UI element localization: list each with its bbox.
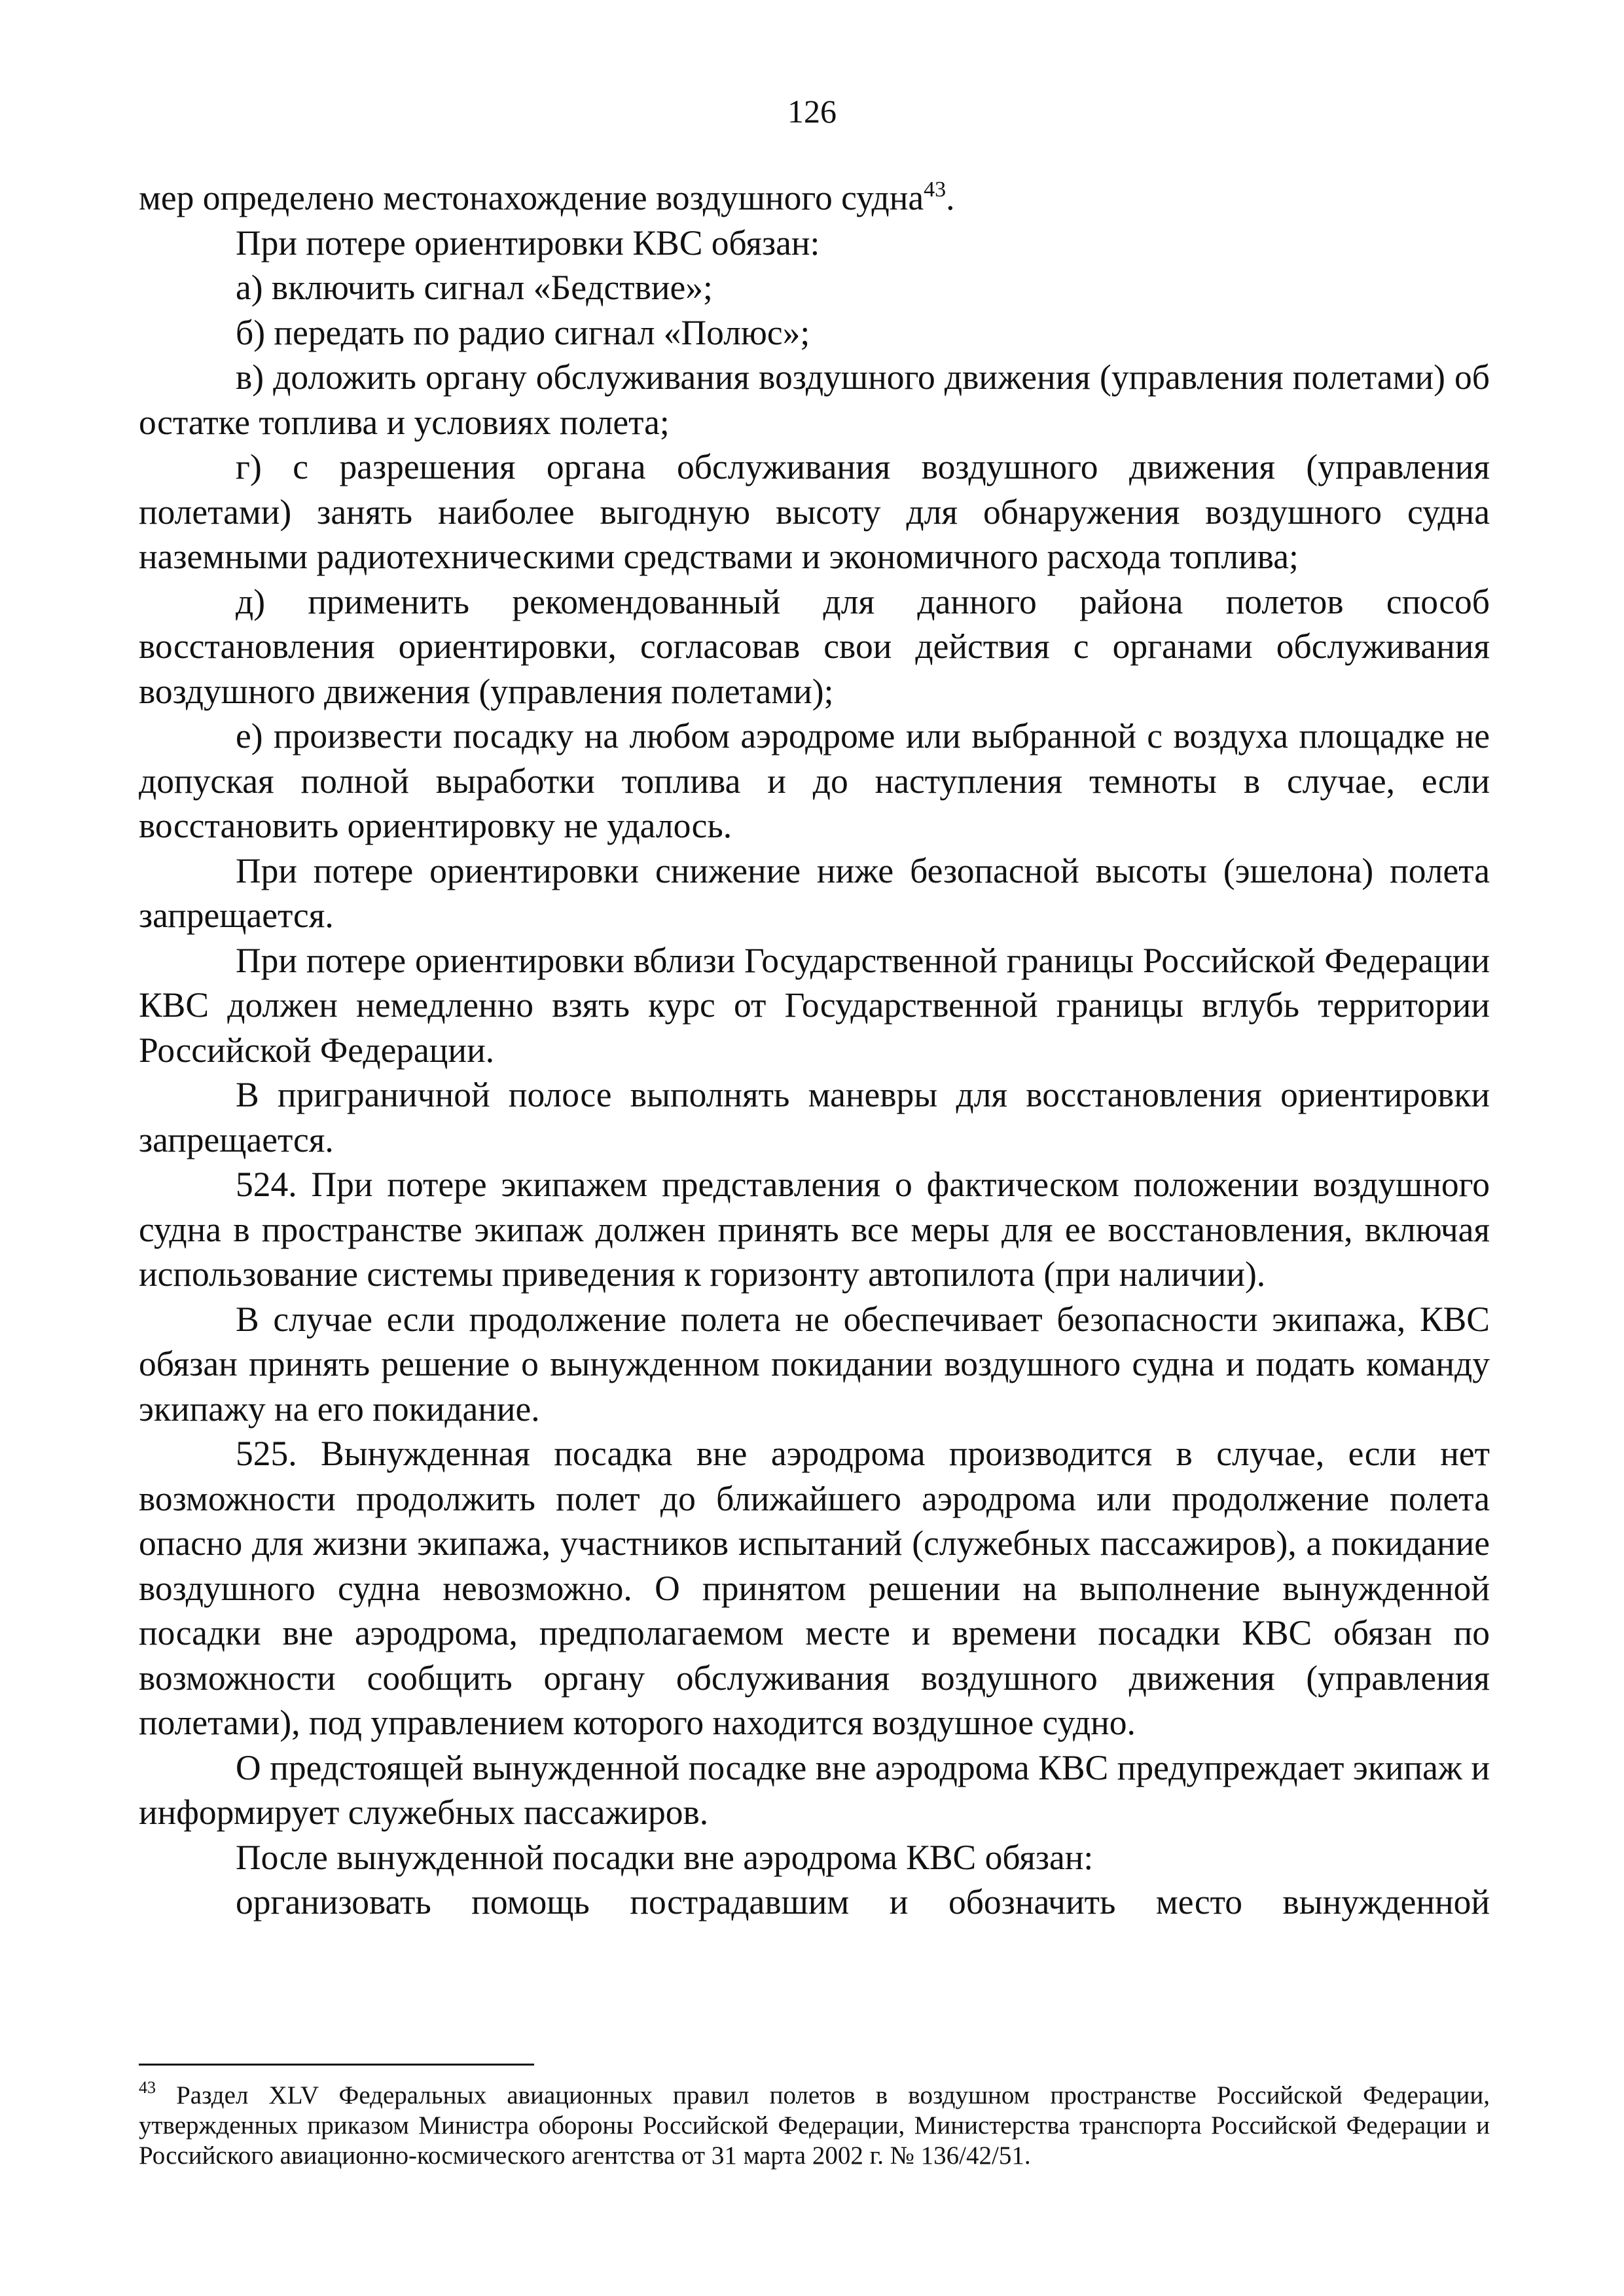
footnote-paragraph [139, 2078, 1490, 2171]
paragraph-clause-525: 525. Вынужденная посадка вне аэродрома производится в случае, если нет возможности продолжить полет до ближайшего аэродрома или продолжение полета опасно для жизни экипажа, участников испытаний (служебных пассажиров), а покидание воздушного судна невозможно. О принятом решении на выполнение вынужденной посадки вне аэродрома, предполагаемом месте и времени посадки КВС обязан по возможности сообщить органу обслуживания воздушного движения (управления полетами), под управлением которого находится воздушное судно. [139, 1434, 1490, 1742]
paragraph: В приграничной полосе выполнять маневры для восстановления ориентировки запрещается. [139, 1075, 1490, 1159]
paragraph: При потере ориентировки вблизи Государственной границы Российской Федерации КВС должен немедленно взять курс от Государственной границы вглубь территории Российской Федерации. [139, 940, 1490, 1070]
paragraph: При потере ориентировки снижение ниже безопасной высоты (эшелона) полета запрещается. [139, 850, 1490, 935]
list-item: б) передать по радио сигнал «Полюс»; [236, 312, 810, 352]
list-item: а) включить сигнал «Бедствие»; [236, 268, 713, 307]
paragraph-text: мер определено местонахождение воздушного судна [139, 178, 924, 217]
list-item: е) произвести посадку на любом аэродроме или выбранной с воздуха площадке не допуская полной выработки топлива и до наступления темноты в случае, если восстановить ориентировку не удалось. [139, 716, 1490, 845]
paragraph-continuation [139, 175, 1490, 221]
paragraph: При потере ориентировки КВС обязан: [236, 223, 820, 263]
list-item: в) доложить органу обслуживания воздушного движения (управления полетами) об остатке топлива и условиях полета; [139, 357, 1490, 442]
paragraph-period: . [946, 178, 955, 217]
paragraph: После вынужденной посадки вне аэродрома КВС обязан: [236, 1837, 1094, 1877]
paragraph-clause-524: 524. При потере экипажем представления о фактическом положении воздушного судна в пространстве экипаж должен принять все меры для ее восстановления, включая использование системы приведения к горизонту автопилота (при наличии). [139, 1165, 1490, 1294]
footnote [139, 2078, 1490, 2171]
paragraph-continues: организовать помощь пострадавшим и обозначить место вынужденной [236, 1882, 1490, 1922]
footnote-text: Раздел XLV Федеральных авиационных правил полетов в воздушном пространстве Российской Федерации, утвержденных приказом Министра обороны Российской Федерации, Министерства транспорта Российской Федерации и Российского авиационно-космического агентства от 31 марта 2002 г. № 136/42/51. [139, 2081, 1490, 2170]
paragraph: О предстоящей вынужденной посадке вне аэродрома КВС предупреждает экипаж и информирует служебных пассажиров. [139, 1747, 1490, 1832]
paragraph: В случае если продолжение полета не обеспечивает безопасности экипажа, КВС обязан принять решение о вынужденном покидании воздушного судна и подать команду экипажу на его покидание. [139, 1299, 1490, 1429]
list-item: г) с разрешения органа обслуживания воздушного движения (управления полетами) занять наиболее выгодную высоту для обнаружения воздушного судна наземными радиотехническими средствами и экономичного расхода топлива; [139, 447, 1490, 576]
footnote-reference: 43 [924, 177, 947, 202]
footnote-divider [139, 2064, 534, 2066]
document-body [139, 175, 1490, 1925]
page-number: 126 [787, 93, 837, 130]
list-item: д) применить рекомендованный для данного района полетов способ восстановления ориентировки, согласовав свои действия с органами обслуживания воздушного движения (управления полетами); [139, 581, 1490, 711]
footnote-number: 43 [139, 2078, 156, 2097]
